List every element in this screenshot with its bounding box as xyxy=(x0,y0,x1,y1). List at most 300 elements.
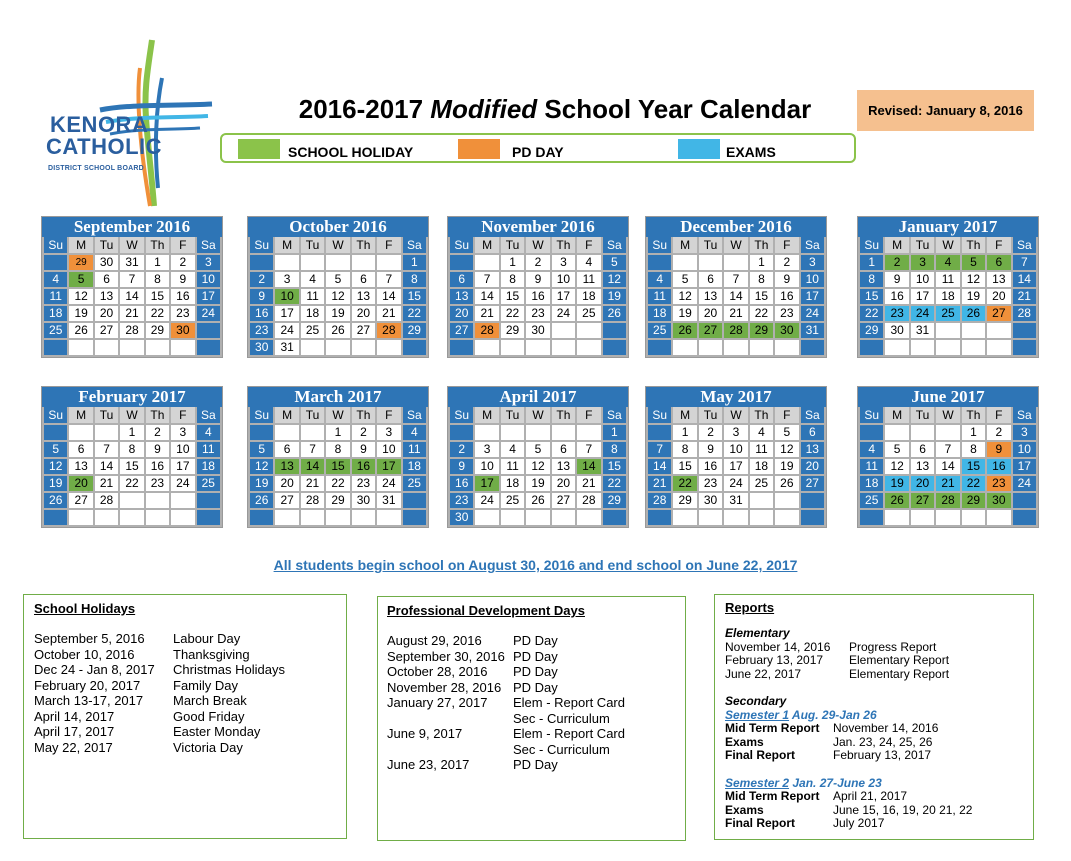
day-cell xyxy=(860,425,883,440)
day-cell: 7 xyxy=(475,272,498,287)
day-cell: 23 xyxy=(775,306,798,321)
day-header: Tu xyxy=(95,237,118,253)
day-cell: 8 xyxy=(860,272,883,287)
report-col2: Progress Report xyxy=(849,639,937,654)
day-header: F xyxy=(987,407,1010,423)
day-cell xyxy=(775,493,798,508)
day-cell: 2 xyxy=(352,425,375,440)
day-cell: 25 xyxy=(577,306,600,321)
day-cell xyxy=(197,493,220,508)
day-cell xyxy=(885,340,908,355)
day-cell xyxy=(801,510,824,525)
day-cell: 19 xyxy=(69,306,92,321)
report-col1: November 14, 2016 xyxy=(725,639,831,654)
day-cell: 4 xyxy=(501,442,524,457)
day-cell: 22 xyxy=(403,306,426,321)
day-cell: 12 xyxy=(885,459,908,474)
day-cell: 28 xyxy=(95,493,118,508)
day-cell: 16 xyxy=(450,476,473,491)
day-cell: 22 xyxy=(603,476,626,491)
day-header: Tu xyxy=(501,407,524,423)
pd-date: October 28, 2016 xyxy=(387,664,488,679)
day-cell xyxy=(526,425,549,440)
day-cell xyxy=(860,340,883,355)
day-cell: 30 xyxy=(250,340,273,355)
holiday-name: Easter Monday xyxy=(173,724,261,739)
legend xyxy=(220,133,856,163)
day-cell xyxy=(885,425,908,440)
day-cell: 14 xyxy=(724,289,747,304)
month-calendar xyxy=(41,386,223,528)
day-header: W xyxy=(526,407,549,423)
day-cell: 12 xyxy=(250,459,273,474)
report-col2: Jan. 23, 24, 25, 26 xyxy=(833,734,933,749)
report-row xyxy=(725,654,1025,668)
day-cell: 30 xyxy=(95,255,118,270)
day-cell xyxy=(171,510,194,525)
day-cell: 13 xyxy=(352,289,375,304)
day-cell: 1 xyxy=(860,255,883,270)
day-header: Su xyxy=(250,407,273,423)
month-title: February 2017 xyxy=(42,387,222,407)
pd-date: November 28, 2016 xyxy=(387,679,502,695)
day-cell: 14 xyxy=(377,289,400,304)
day-cell: 30 xyxy=(775,323,798,338)
report-row xyxy=(725,817,1025,831)
day-cell xyxy=(603,323,626,338)
day-cell: 16 xyxy=(526,289,549,304)
day-cell: 9 xyxy=(987,442,1010,457)
school-holidays-title: School Holidays xyxy=(34,601,136,616)
day-cell: 11 xyxy=(936,272,959,287)
day-cell xyxy=(936,323,959,338)
day-cell: 21 xyxy=(95,476,118,491)
day-cell xyxy=(577,323,600,338)
semester2-list xyxy=(725,790,1025,831)
day-cell: 18 xyxy=(197,459,220,474)
day-cell xyxy=(377,510,400,525)
day-cell xyxy=(450,425,473,440)
day-cell: 4 xyxy=(44,272,67,287)
day-cell xyxy=(577,340,600,355)
report-col1: Final Report xyxy=(725,748,796,762)
month-calendar xyxy=(41,216,223,358)
day-cell: 26 xyxy=(775,476,798,491)
day-cell: 5 xyxy=(44,442,67,457)
elementary-list xyxy=(725,641,1025,682)
day-cell: 4 xyxy=(860,442,883,457)
day-cell: 22 xyxy=(860,306,883,321)
day-cell: 25 xyxy=(860,493,883,508)
day-cell: 15 xyxy=(146,289,169,304)
day-cell: 25 xyxy=(403,476,426,491)
day-cell: 8 xyxy=(673,442,696,457)
day-cell: 1 xyxy=(146,255,169,270)
day-cell: 8 xyxy=(750,272,773,287)
day-cell: 24 xyxy=(171,476,194,491)
day-cell xyxy=(699,510,722,525)
day-cell: 10 xyxy=(801,272,824,287)
day-cell: 16 xyxy=(171,289,194,304)
day-cell xyxy=(301,255,324,270)
report-row xyxy=(725,641,1025,655)
day-cell: 25 xyxy=(197,476,220,491)
day-header: Su xyxy=(648,237,671,253)
day-cell: 7 xyxy=(648,442,671,457)
holiday-date: September 5, 2016 xyxy=(34,631,145,646)
pd-row xyxy=(387,664,677,680)
day-cell xyxy=(699,340,722,355)
holiday-date: April 14, 2017 xyxy=(34,708,115,724)
report-col1: Exams xyxy=(725,734,764,749)
pd-desc: PD Day xyxy=(513,664,558,679)
semester2-dates: Jan. 27-June 23 xyxy=(789,775,882,790)
day-cell: 2 xyxy=(146,425,169,440)
day-cell xyxy=(326,510,349,525)
day-cell: 19 xyxy=(673,306,696,321)
day-cell xyxy=(911,340,934,355)
day-cell: 21 xyxy=(648,476,671,491)
day-cell: 12 xyxy=(962,272,985,287)
day-cell xyxy=(275,425,298,440)
day-header: Su xyxy=(450,237,473,253)
day-cell: 1 xyxy=(603,425,626,440)
day-cell: 15 xyxy=(403,289,426,304)
day-cell: 23 xyxy=(146,476,169,491)
day-cell xyxy=(962,510,985,525)
legend-swatch-holiday xyxy=(238,139,280,159)
day-cell: 19 xyxy=(603,289,626,304)
day-cell: 11 xyxy=(648,289,671,304)
day-cell: 11 xyxy=(403,442,426,457)
month-calendar xyxy=(645,216,827,358)
holiday-date: April 17, 2017 xyxy=(34,724,115,739)
holiday-row xyxy=(34,647,334,663)
day-cell: 4 xyxy=(936,255,959,270)
day-cell: 23 xyxy=(885,306,908,321)
pd-desc: PD Day xyxy=(513,679,558,695)
day-cell: 29 xyxy=(860,323,883,338)
day-header: Sa xyxy=(801,237,824,253)
pd-date: August 29, 2016 xyxy=(387,633,482,648)
day-cell: 29 xyxy=(501,323,524,338)
day-cell: 23 xyxy=(987,476,1010,491)
month-title: March 2017 xyxy=(248,387,428,407)
day-cell xyxy=(1013,323,1036,338)
month-calendar xyxy=(247,386,429,528)
school-holidays-box xyxy=(23,594,347,839)
pd-desc: PD Day xyxy=(513,648,558,664)
day-cell: 17 xyxy=(1013,459,1036,474)
day-cell: 30 xyxy=(699,493,722,508)
day-header: F xyxy=(775,237,798,253)
month-calendar xyxy=(857,386,1039,528)
day-cell: 31 xyxy=(120,255,143,270)
day-cell: 1 xyxy=(403,255,426,270)
day-header: Tu xyxy=(301,237,324,253)
day-cell: 2 xyxy=(171,255,194,270)
day-cell: 18 xyxy=(648,306,671,321)
pd-date: September 30, 2016 xyxy=(387,648,505,664)
day-cell: 3 xyxy=(475,442,498,457)
page-title xyxy=(230,94,880,125)
day-cell xyxy=(724,340,747,355)
day-cell: 30 xyxy=(885,323,908,338)
day-cell xyxy=(673,340,696,355)
day-cell xyxy=(552,323,575,338)
day-cell: 5 xyxy=(326,272,349,287)
report-col1: Mid Term Report xyxy=(725,721,820,735)
day-cell xyxy=(250,255,273,270)
holiday-date: October 10, 2016 xyxy=(34,646,135,662)
day-cell xyxy=(120,493,143,508)
day-cell: 20 xyxy=(552,476,575,491)
day-cell xyxy=(1013,340,1036,355)
report-row xyxy=(725,790,1025,804)
pd-row xyxy=(387,649,677,665)
day-cell: 9 xyxy=(450,459,473,474)
day-cell: 2 xyxy=(885,255,908,270)
day-cell xyxy=(603,510,626,525)
day-cell: 15 xyxy=(120,459,143,474)
day-cell: 3 xyxy=(911,255,934,270)
title-emph: Modified xyxy=(430,94,538,124)
day-cell: 3 xyxy=(275,272,298,287)
pd-date: June 9, 2017 xyxy=(387,726,463,741)
day-cell: 20 xyxy=(352,306,375,321)
day-cell: 25 xyxy=(648,323,671,338)
day-cell xyxy=(911,510,934,525)
day-cell: 12 xyxy=(69,289,92,304)
day-cell: 28 xyxy=(724,323,747,338)
month-title: November 2016 xyxy=(448,217,628,237)
day-cell: 7 xyxy=(301,442,324,457)
pd-row xyxy=(387,633,677,649)
day-cell: 28 xyxy=(120,323,143,338)
day-cell xyxy=(475,255,498,270)
report-row xyxy=(725,722,1025,736)
day-cell: 8 xyxy=(326,442,349,457)
day-cell: 9 xyxy=(885,272,908,287)
report-col1: June 22, 2017 xyxy=(725,666,802,681)
report-row xyxy=(725,804,1025,818)
day-header: Th xyxy=(552,237,575,253)
day-header: Su xyxy=(44,407,67,423)
day-header: Su xyxy=(44,237,67,253)
day-cell: 3 xyxy=(801,255,824,270)
day-cell: 27 xyxy=(552,493,575,508)
day-cell xyxy=(197,510,220,525)
day-header: F xyxy=(377,237,400,253)
day-cell: 3 xyxy=(197,255,220,270)
day-cell: 10 xyxy=(475,459,498,474)
day-cell: 13 xyxy=(801,442,824,457)
semester1-heading xyxy=(725,709,1025,723)
day-cell xyxy=(171,493,194,508)
day-cell: 15 xyxy=(860,289,883,304)
semester2-name: Semester 2 xyxy=(725,775,790,790)
report-col2: Elementary Report xyxy=(849,653,950,667)
day-cell: 4 xyxy=(197,425,220,440)
day-cell xyxy=(475,425,498,440)
day-cell xyxy=(724,510,747,525)
day-cell: 2 xyxy=(775,255,798,270)
day-cell: 1 xyxy=(501,255,524,270)
day-cell: 26 xyxy=(69,323,92,338)
day-header: M xyxy=(673,237,696,253)
day-cell: 6 xyxy=(352,272,375,287)
day-cell: 17 xyxy=(275,306,298,321)
day-cell: 1 xyxy=(750,255,773,270)
day-cell: 31 xyxy=(377,493,400,508)
day-cell xyxy=(352,340,375,355)
holiday-name: Christmas Holidays xyxy=(173,662,285,677)
day-cell: 16 xyxy=(885,289,908,304)
month-title: April 2017 xyxy=(448,387,628,407)
day-header: Sa xyxy=(1013,407,1036,423)
day-cell: 7 xyxy=(377,272,400,287)
day-cell: 21 xyxy=(475,306,498,321)
day-cell: 15 xyxy=(603,459,626,474)
day-header: Sa xyxy=(801,407,824,423)
day-cell: 17 xyxy=(171,459,194,474)
day-cell: 31 xyxy=(275,340,298,355)
day-cell xyxy=(120,340,143,355)
day-cell: 25 xyxy=(936,306,959,321)
day-header: F xyxy=(577,237,600,253)
day-cell xyxy=(403,510,426,525)
report-col2: July 2017 xyxy=(833,816,885,830)
day-cell: 31 xyxy=(801,323,824,338)
title-part2: School Year Calendar xyxy=(537,94,812,124)
day-cell: 10 xyxy=(724,442,747,457)
day-header: Su xyxy=(648,407,671,423)
report-col1: Exams xyxy=(725,802,764,817)
day-cell: 10 xyxy=(171,442,194,457)
day-cell: 5 xyxy=(885,442,908,457)
report-col2: February 13, 2017 xyxy=(833,748,932,762)
day-header: W xyxy=(326,237,349,253)
day-cell: 19 xyxy=(885,476,908,491)
semester1-list xyxy=(725,722,1025,763)
day-cell xyxy=(962,340,985,355)
day-cell: 11 xyxy=(577,272,600,287)
day-cell: 24 xyxy=(475,493,498,508)
day-cell: 22 xyxy=(326,476,349,491)
day-cell: 10 xyxy=(911,272,934,287)
school-dates-tagline[interactable]: All students begin school on August 30, 2016 and end school on June 22, 2017 xyxy=(273,557,798,573)
day-cell: 18 xyxy=(860,476,883,491)
day-cell: 28 xyxy=(936,493,959,508)
day-cell: 13 xyxy=(450,289,473,304)
semester1-name: Semester 1 xyxy=(725,707,790,722)
day-cell: 3 xyxy=(171,425,194,440)
day-cell: 29 xyxy=(603,493,626,508)
title-part1: 2016-2017 xyxy=(298,94,431,124)
day-cell: 22 xyxy=(120,476,143,491)
day-header: Th xyxy=(146,407,169,423)
day-cell xyxy=(501,340,524,355)
day-cell xyxy=(250,510,273,525)
day-cell xyxy=(673,255,696,270)
day-cell: 18 xyxy=(501,476,524,491)
day-cell: 15 xyxy=(501,289,524,304)
day-cell: 7 xyxy=(936,442,959,457)
day-cell: 26 xyxy=(526,493,549,508)
day-cell xyxy=(377,255,400,270)
day-cell xyxy=(724,255,747,270)
day-cell: 29 xyxy=(962,493,985,508)
month-title: October 2016 xyxy=(248,217,428,237)
day-cell: 27 xyxy=(450,323,473,338)
day-cell: 5 xyxy=(526,442,549,457)
day-cell: 31 xyxy=(724,493,747,508)
day-cell: 12 xyxy=(775,442,798,457)
day-header: M xyxy=(275,407,298,423)
day-cell: 14 xyxy=(475,289,498,304)
day-cell: 16 xyxy=(146,459,169,474)
day-cell: 24 xyxy=(275,323,298,338)
day-cell: 12 xyxy=(326,289,349,304)
day-cell xyxy=(120,510,143,525)
day-cell: 4 xyxy=(750,425,773,440)
day-cell: 17 xyxy=(377,459,400,474)
day-cell: 13 xyxy=(911,459,934,474)
day-cell: 6 xyxy=(95,272,118,287)
reports-title: Reports xyxy=(725,600,775,615)
day-cell: 27 xyxy=(911,493,934,508)
day-cell: 18 xyxy=(750,459,773,474)
day-cell xyxy=(860,510,883,525)
holiday-name: Thanksgiving xyxy=(173,646,250,662)
day-header: W xyxy=(326,407,349,423)
day-cell xyxy=(403,340,426,355)
logo-line2: CATHOLIC xyxy=(46,134,163,159)
day-cell: 6 xyxy=(911,442,934,457)
report-row xyxy=(725,749,1025,763)
day-cell: 15 xyxy=(750,289,773,304)
day-cell: 23 xyxy=(171,306,194,321)
day-header: Sa xyxy=(1013,237,1036,253)
day-cell xyxy=(648,510,671,525)
day-cell: 27 xyxy=(987,306,1010,321)
elementary-label: Elementary xyxy=(725,626,790,640)
day-cell: 29 xyxy=(69,255,92,270)
day-cell: 19 xyxy=(250,476,273,491)
day-cell: 16 xyxy=(250,306,273,321)
pd-desc: Elem - Report Card xyxy=(513,695,625,710)
day-cell xyxy=(326,255,349,270)
day-cell: 4 xyxy=(403,425,426,440)
day-cell: 8 xyxy=(962,442,985,457)
day-cell: 30 xyxy=(352,493,375,508)
day-cell: 1 xyxy=(326,425,349,440)
day-cell: 19 xyxy=(326,306,349,321)
pd-desc: PD Day xyxy=(513,633,558,648)
day-cell: 14 xyxy=(95,459,118,474)
semester1-dates: Aug. 29-Jan 26 xyxy=(789,707,877,722)
day-cell: 15 xyxy=(673,459,696,474)
day-header: F xyxy=(171,237,194,253)
day-cell xyxy=(775,340,798,355)
day-cell xyxy=(171,340,194,355)
day-header: W xyxy=(936,407,959,423)
day-cell: 6 xyxy=(699,272,722,287)
day-cell: 27 xyxy=(275,493,298,508)
day-cell: 25 xyxy=(301,323,324,338)
holiday-row xyxy=(34,740,334,756)
day-cell: 2 xyxy=(250,272,273,287)
